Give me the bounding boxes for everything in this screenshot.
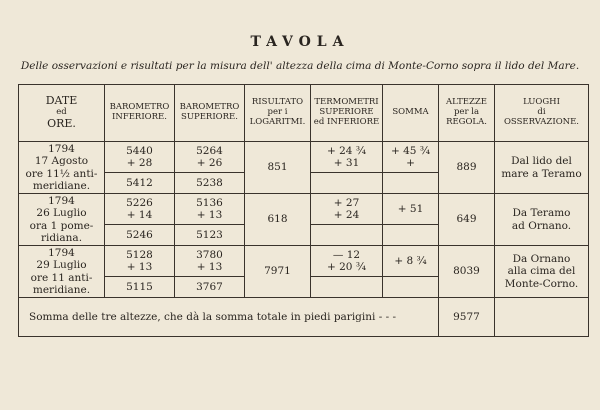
table-row	[19, 246, 589, 277]
empty-cell	[383, 225, 439, 246]
baro-inf-cell: 5226 + 14	[105, 194, 175, 225]
termometri-cell: + 24 ¾ + 31	[311, 142, 383, 173]
luogo-cell: Da Ornano alla cima del Monte-Corno.	[495, 246, 589, 298]
baro-sup-cell: 3780 + 13	[175, 246, 245, 277]
header-risultato: RISULTATO per i LOGARITMI.	[245, 85, 311, 142]
header-baro-sup: BAROMETRO SUPERIORE.	[175, 85, 245, 142]
somma-cell: + 45 ¾ +	[383, 142, 439, 173]
baro-inf-total-cell: 5246	[105, 225, 175, 246]
header-baro-inf: BAROMETRO INFERIORE.	[105, 85, 175, 142]
baro-sup-cell: 5136 + 13	[175, 194, 245, 225]
table-subtitle: Delle osservazioni e risultati per la misura dell' altezza della cima di Monte-Corno sopra il lido del Mare.	[20, 60, 580, 72]
header-altezze: ALTEZZE per la REGOLA.	[439, 85, 495, 142]
baro-inf-cell: 5440 + 28	[105, 142, 175, 173]
date-cell: 1794 29 Luglio ore 11 anti- meridiane.	[19, 246, 105, 298]
baro-sup-total-cell: 5123	[175, 225, 245, 246]
somma-cell: + 51	[383, 194, 439, 225]
altezza-cell: 8039	[439, 246, 495, 298]
risultato-cell: 851	[245, 142, 311, 194]
empty-cell	[311, 173, 383, 194]
table-row	[19, 142, 589, 173]
baro-inf-total-cell: 5115	[105, 277, 175, 298]
total-row	[19, 298, 589, 337]
empty-cell	[383, 277, 439, 298]
total-value: 9577	[439, 298, 495, 337]
date-cell: 1794 26 Luglio ora 1 pome- ridiana.	[19, 194, 105, 246]
header-date: DATE ed ORE.	[19, 85, 105, 142]
table-title: TAVOLA	[250, 34, 350, 50]
observations-table	[18, 84, 589, 337]
header-luoghi: LUOGHI di OSSERVAZIONE.	[495, 85, 589, 142]
baro-inf-cell: 5128 + 13	[105, 246, 175, 277]
table-row	[19, 194, 589, 225]
altezza-cell: 889	[439, 142, 495, 194]
altezza-cell: 649	[439, 194, 495, 246]
empty-cell	[495, 298, 589, 337]
termometri-cell: — 12 + 20 ¾	[311, 246, 383, 277]
header-row	[19, 85, 589, 142]
header-somma: SOMMA	[383, 85, 439, 142]
luogo-cell: Da Teramo ad Ornano.	[495, 194, 589, 246]
somma-cell: + 8 ¾	[383, 246, 439, 277]
risultato-cell: 7971	[245, 246, 311, 298]
termometri-cell: + 27 + 24	[311, 194, 383, 225]
luogo-cell: Dal lido del mare a Teramo	[495, 142, 589, 194]
baro-sup-total-cell: 5238	[175, 173, 245, 194]
date-cell: 1794 17 Agosto ore 11½ anti- meridiane.	[19, 142, 105, 194]
total-label: Somma delle tre altezze, che dà la somma totale in piedi parigini - - -	[19, 298, 439, 337]
baro-inf-total-cell: 5412	[105, 173, 175, 194]
header-termometri: TERMOMETRI SUPERIORE ed INFERIORE	[311, 85, 383, 142]
empty-cell	[311, 225, 383, 246]
empty-cell	[311, 277, 383, 298]
risultato-cell: 618	[245, 194, 311, 246]
baro-sup-total-cell: 3767	[175, 277, 245, 298]
empty-cell	[383, 173, 439, 194]
baro-sup-cell: 5264 + 26	[175, 142, 245, 173]
